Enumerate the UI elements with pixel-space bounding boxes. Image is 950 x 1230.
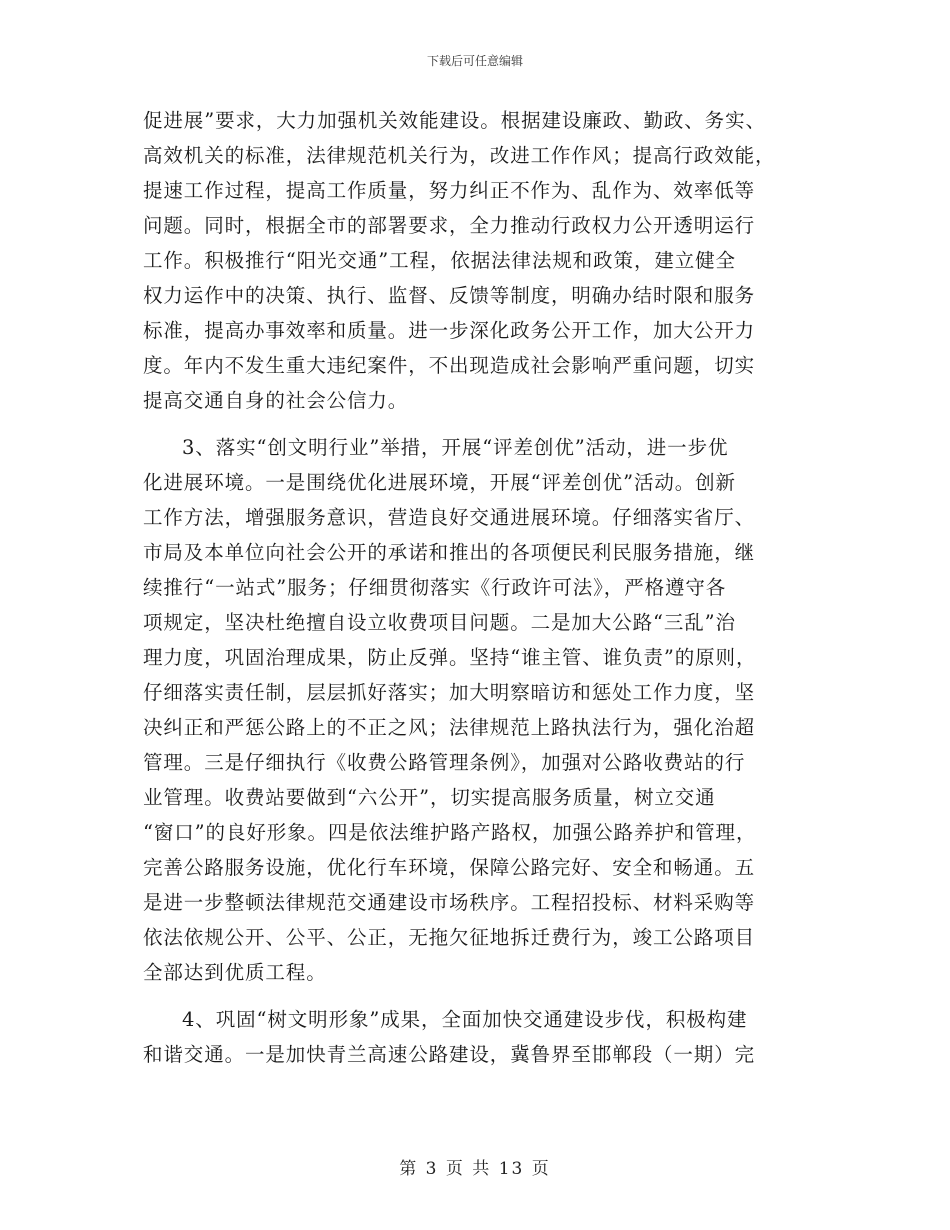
text-line: 化进展环境。一是围绕优化进展环境，开展“评差创优”活动。创新 bbox=[143, 471, 736, 494]
text-line: 全部达到优质工程。 bbox=[143, 961, 327, 984]
text-line: 标准，提高办事效率和质量。进一步深化政务公开工作，加大公开力 bbox=[143, 319, 756, 342]
paragraph-spacer bbox=[143, 990, 803, 1002]
text-line: 3、落实“创文明行业”举措，开展“评差创优”活动，进一步优 bbox=[182, 436, 729, 459]
text-line: 提高交通自身的社会公信力。 bbox=[143, 389, 409, 412]
text-line: 度。年内不发生重大违纪案件，不出现造成社会影响严重问题，切实 bbox=[143, 354, 756, 377]
text-line: 提速工作过程，提高工作质量，努力纠正不作为、乱作为、效率低等 bbox=[143, 179, 756, 202]
text-line: 是进一步整顿法律规范交通建设市场秩序。工程招投标、材料采购等 bbox=[143, 891, 756, 914]
text-line: 和谐交通。一是加快青兰高速公路建设，冀鲁界至邯郸段（一期）完 bbox=[143, 1043, 756, 1066]
text-line: 高效机关的标准，法律规范机关行为，改进工作作风；提高行政效能， bbox=[143, 144, 776, 167]
paragraph-2 bbox=[143, 430, 803, 990]
text-line: 理力度，巩固治理成果，防止反弹。坚持“谁主管、谁负责”的原则， bbox=[143, 646, 757, 669]
paragraph-spacer bbox=[143, 418, 803, 430]
document-body bbox=[143, 103, 803, 1072]
text-line: 项规定，坚决杜绝擅自设立收费项目问题。二是加大公路“三乱”治 bbox=[143, 611, 736, 634]
text-line: 问题。同时，根据全市的部署要求，全力推动行政权力公开透明运行 bbox=[143, 214, 756, 237]
text-line: 业管理。收费站要做到“六公开”，切实提高服务质量，树立交通 bbox=[143, 786, 716, 809]
text-line: “窗口”的良好形象。四是依法维护路产路权，加强公路养护和管理， bbox=[143, 821, 757, 844]
text-line: 权力运作中的决策、执行、监督、反馈等制度，明确办结时限和服务 bbox=[143, 284, 756, 307]
text-line: 依法依规公开、公平、公正，无拖欠征地拆迁费行为，竣工公路项目 bbox=[143, 926, 756, 949]
text-line: 市局及本单位向社会公开的承诺和推出的各项便民利民服务措施，继 bbox=[143, 541, 756, 564]
text-line: 促进展”要求，大力加强机关效能建设。根据建设廉政、勤政、务实、 bbox=[143, 109, 766, 132]
text-line: 管理。三是仔细执行《收费公路管理条例》，加强对公路收费站的行 bbox=[143, 751, 746, 774]
page-footer: 第 3 页 共 13 页 bbox=[399, 1159, 551, 1179]
page-header: 下载后可任意编辑 bbox=[426, 54, 523, 68]
text-line: 工作方法，增强服务意识，营造良好交通进展环境。仔细落实省厅、 bbox=[143, 506, 756, 529]
text-line: 决纠正和严惩公路上的不正之风；法律规范上路执法行为，强化治超 bbox=[143, 716, 756, 739]
text-line: 工作。积极推行“阳光交通”工程，依据法律法规和政策，建立健全 bbox=[143, 249, 736, 272]
text-line: 完善公路服务设施，优化行车环境，保障公路完好、安全和畅通。五 bbox=[143, 856, 756, 879]
paragraph-1 bbox=[143, 103, 803, 418]
paragraph-3 bbox=[143, 1002, 803, 1072]
text-line: 4、巩固“树文明形象”成果，全面加快交通建设步伐，积极构建 bbox=[182, 1008, 748, 1031]
text-line: 续推行“一站式”服务；仔细贯彻落实《行政许可法》，严格遵守各 bbox=[143, 576, 727, 599]
text-line: 仔细落实责任制，层层抓好落实；加大明察暗访和惩处工作力度，坚 bbox=[143, 681, 756, 704]
